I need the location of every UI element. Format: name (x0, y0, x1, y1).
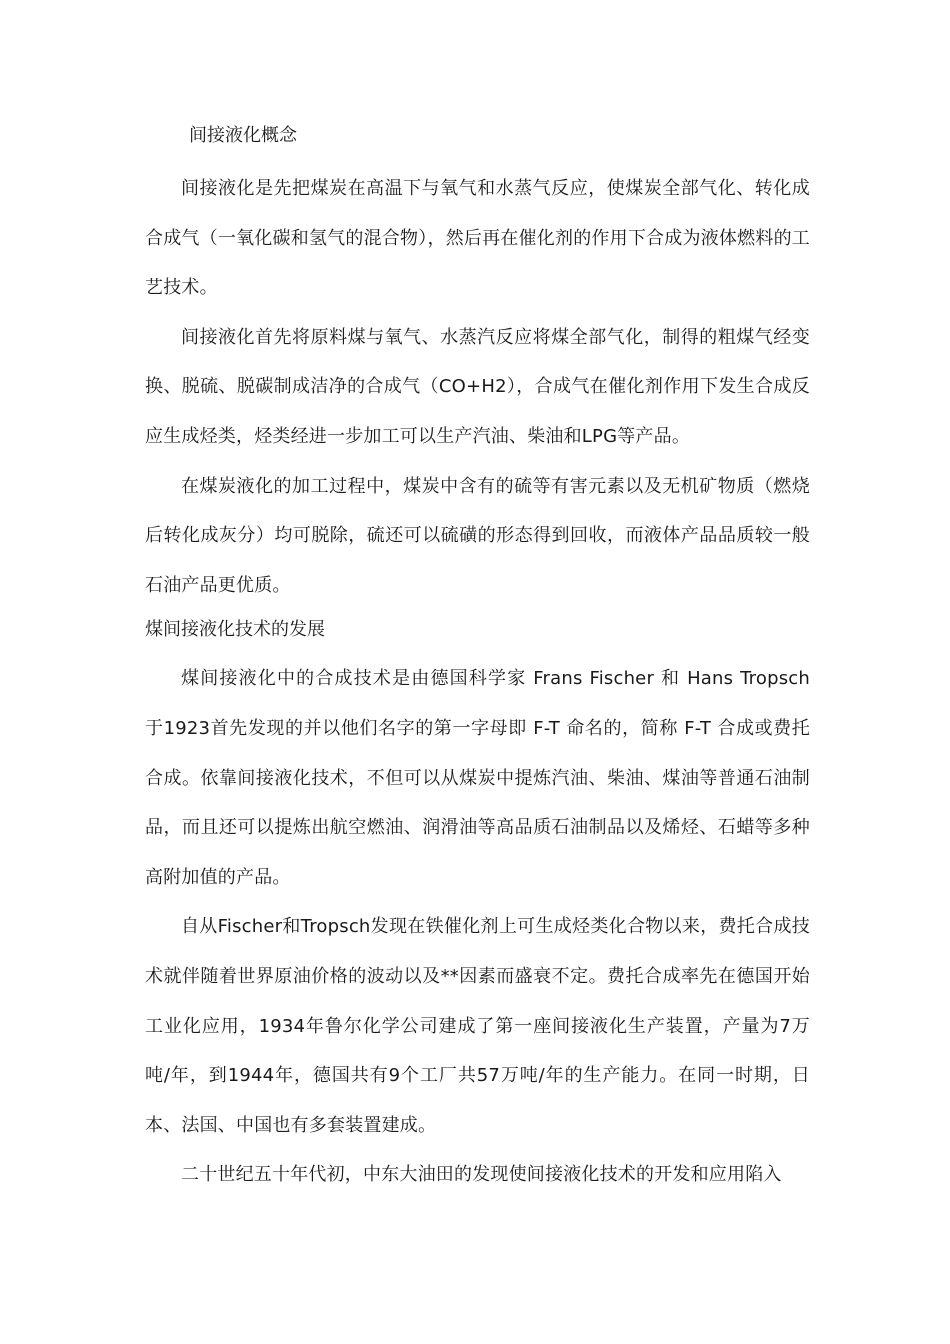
document-body (145, 118, 810, 1200)
paragraph: 自从Fischer和Tropsch发现在铁催化剂上可生成烃类化合物以来，费托合成技术就伴随着世界原油价格的波动以及**因素而盛衰不定。费托合成率先在德国开始工业化应用，1934年鲁尔化学公司建成了第一座间接液化生产装置，产量为7万吨/年，到1944年，德国共有9个工厂共57万吨/年的生产能力。在同一时期，日本、法国、中国也有多套装置建成。 (145, 916, 810, 1136)
paragraph: 煤间接液化中的合成技术是由德国科学家 Frans Fischer 和 Hans Tropsch 于1923首先发现的并以他们名字的第一字母即 F-T 命名的，简称 F-T 合成或费托合成。依靠间接液化技术，不但可以从煤炭中提炼汽油、柴油、煤油等普通石油制品，而且还可以提炼出航空燃油、润滑油等高品质石油制品以及烯烃、石蜡等多种高附加值的产品。 (145, 668, 810, 888)
paragraph: 在煤炭液化的加工过程中，煤炭中含有的硫等有害元素以及无机矿物质（燃烧后转化成灰分）均可脱除，硫还可以硫磺的形态得到回收，而液体产品品质较一般石油产品更优质。 (145, 475, 810, 596)
paragraph: 间接液化是先把煤炭在高温下与氧气和水蒸气反应，使煤炭全部气化、转化成合成气（一氧化碳和氢气的混合物），然后再在催化剂的作用下合成为液体燃料的工艺技术。 (145, 178, 810, 299)
section-heading-development: 煤间接液化技术的发展 (145, 619, 325, 641)
section-heading-concept: 间接液化概念 (189, 125, 297, 146)
paragraph: 间接液化首先将原料煤与氧气、水蒸汽反应将煤全部气化，制得的粗煤气经变换、脱硫、脱碳制成洁净的合成气（CO+H2），合成气在催化剂作用下发生合成反应生成烃类，烃类经进一步加工可以生产汽油、柴油和LPG等产品。 (145, 326, 810, 447)
paragraph: 二十世纪五十年代初，中东大油田的发现使间接液化技术的开发和应用陷入 (181, 1164, 782, 1186)
